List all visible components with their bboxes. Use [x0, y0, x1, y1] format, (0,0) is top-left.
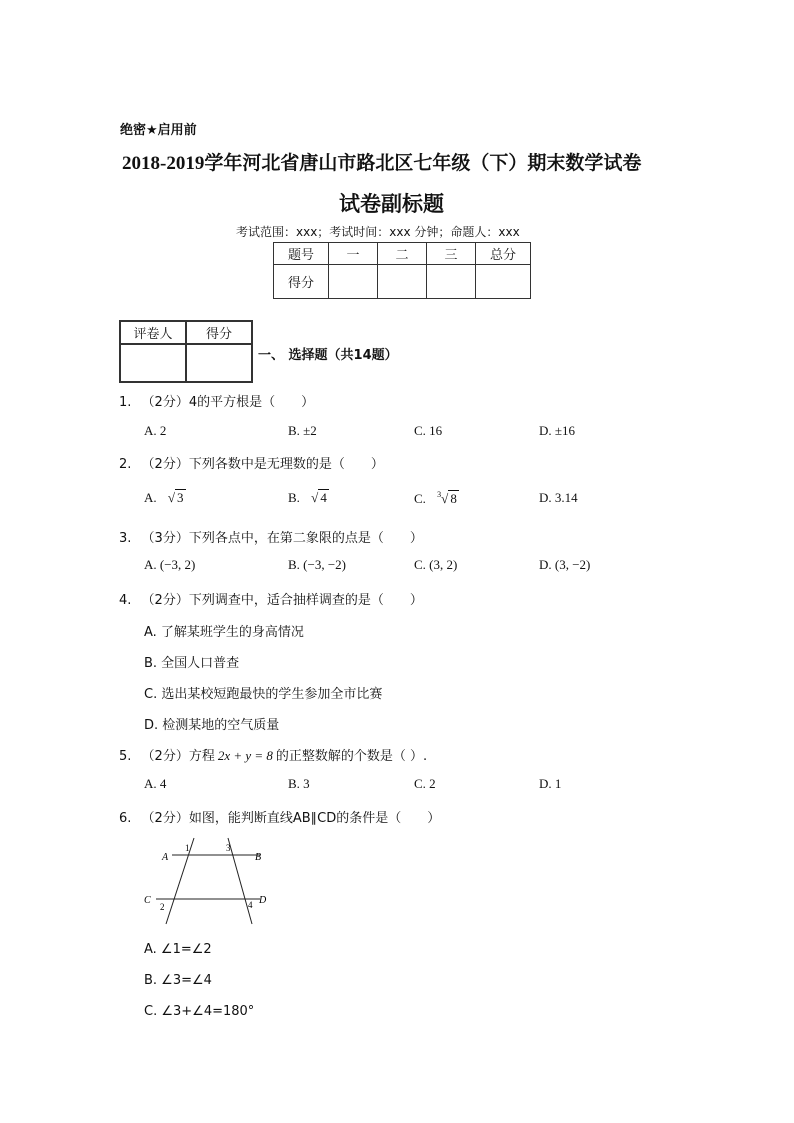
question-number: 1.	[119, 395, 132, 410]
score-table-header: 题号	[274, 243, 329, 265]
question-text: （2分）如图，能判断直线AB∥CD的条件是（ ）	[141, 811, 441, 826]
option-a: A. 2	[144, 423, 167, 438]
score-table-header: 二	[378, 243, 427, 265]
option-a: A. 4	[144, 776, 167, 791]
option-c: C. ∠3+∠4=180°	[144, 1004, 255, 1019]
label-b: B	[255, 852, 262, 863]
question-2	[119, 453, 384, 472]
cube-root-index: 3	[437, 490, 442, 499]
score-cell	[427, 265, 476, 299]
radicand: 4	[320, 490, 327, 505]
score-table-header: 三	[427, 243, 476, 265]
question-3	[119, 527, 423, 546]
question-text: （3分）下列各点中，在第二象限的点是（ ）	[141, 531, 423, 546]
option-c: C. 2	[414, 776, 436, 791]
option-d: D. (3, −2)	[539, 557, 591, 572]
question-5	[119, 745, 427, 764]
label-angle-3: 3	[226, 843, 231, 853]
question-number: 4.	[119, 593, 132, 608]
exam-info: 考试范围：xxx；考试时间：xxx 分钟；命题人：xxx	[236, 225, 520, 239]
question-text: （2分）方程	[141, 749, 215, 764]
label-a: A	[162, 852, 169, 863]
option-c: C. 16	[414, 423, 443, 438]
question-text: （2分）4的平方根是（ ）	[141, 395, 315, 410]
score-table	[273, 242, 531, 299]
question-number: 2.	[119, 457, 132, 472]
label-c: C	[144, 895, 151, 906]
grader-cell	[186, 344, 252, 382]
option-letter: A.	[144, 490, 157, 505]
sqrt-icon: √	[441, 491, 449, 506]
question-1	[119, 391, 314, 410]
option-b: B. 3	[288, 776, 310, 791]
secret-mark: 绝密★启用前	[120, 123, 197, 138]
option-b: B. ∠3=∠4	[144, 973, 212, 988]
option-c: C. (3, 2)	[414, 557, 458, 572]
grader-cell	[120, 344, 186, 382]
question-number: 3.	[119, 531, 132, 546]
question-text: （2分）下列调查中，适合抽样调查的是（ ）	[141, 593, 423, 608]
grader-table	[119, 320, 253, 383]
score-row-label: 得分	[274, 265, 329, 299]
option-b	[288, 490, 329, 506]
option-letter: C.	[414, 491, 426, 506]
question-text: （2分）下列各数中是无理数的是（ ）	[141, 457, 384, 472]
option-d: D. 3.14	[539, 490, 578, 505]
grader-header: 评卷人	[120, 321, 186, 344]
question-4	[119, 589, 423, 608]
label-angle-2: 2	[160, 902, 165, 912]
option-c	[414, 490, 459, 507]
option-a: A. ∠1=∠2	[144, 942, 212, 957]
sqrt-icon: √	[311, 490, 319, 505]
score-cell	[476, 265, 531, 299]
option-d: D. 检测某地的空气质量	[144, 718, 280, 733]
score-table-header: 一	[329, 243, 378, 265]
option-b: B. 全国人口普查	[144, 656, 240, 671]
score-cell	[329, 265, 378, 299]
grader-header: 得分	[186, 321, 252, 344]
question-number: 5.	[119, 749, 132, 764]
sqrt-icon: √	[167, 490, 176, 505]
equation: 2x + y = 8	[217, 748, 273, 763]
exam-subtitle: 试卷副标题	[339, 192, 444, 216]
option-c: C. 选出某校短跑最快的学生参加全市比赛	[144, 687, 383, 702]
option-a: A. (−3, 2)	[144, 557, 196, 572]
transversal-left	[166, 838, 194, 924]
option-b: B. ±2	[288, 423, 317, 438]
question-text: 的正整数解的个数是（ ）.	[275, 749, 428, 764]
label-angle-4: 4	[248, 900, 253, 910]
option-letter: B.	[288, 490, 300, 505]
parallel-lines-figure	[138, 836, 278, 926]
section-title: 一、 选择题（共14题）	[258, 348, 398, 363]
label-d: D	[259, 895, 267, 906]
score-table-header: 总分	[476, 243, 531, 265]
option-a: A. 了解某班学生的身高情况	[144, 625, 304, 640]
question-6	[119, 807, 440, 826]
exam-title: 2018-2019学年河北省唐山市路北区七年级（下）期末数学试卷	[122, 153, 642, 174]
label-angle-1: 1	[185, 843, 190, 853]
option-d: D. ±16	[539, 423, 576, 438]
radicand: 8	[450, 491, 457, 506]
score-cell	[378, 265, 427, 299]
option-a	[144, 490, 186, 506]
question-number: 6.	[119, 811, 132, 826]
transversal-right	[228, 838, 252, 924]
option-b: B. (−3, −2)	[288, 557, 346, 572]
radicand: 3	[177, 490, 184, 505]
option-d: D. 1	[539, 776, 562, 791]
